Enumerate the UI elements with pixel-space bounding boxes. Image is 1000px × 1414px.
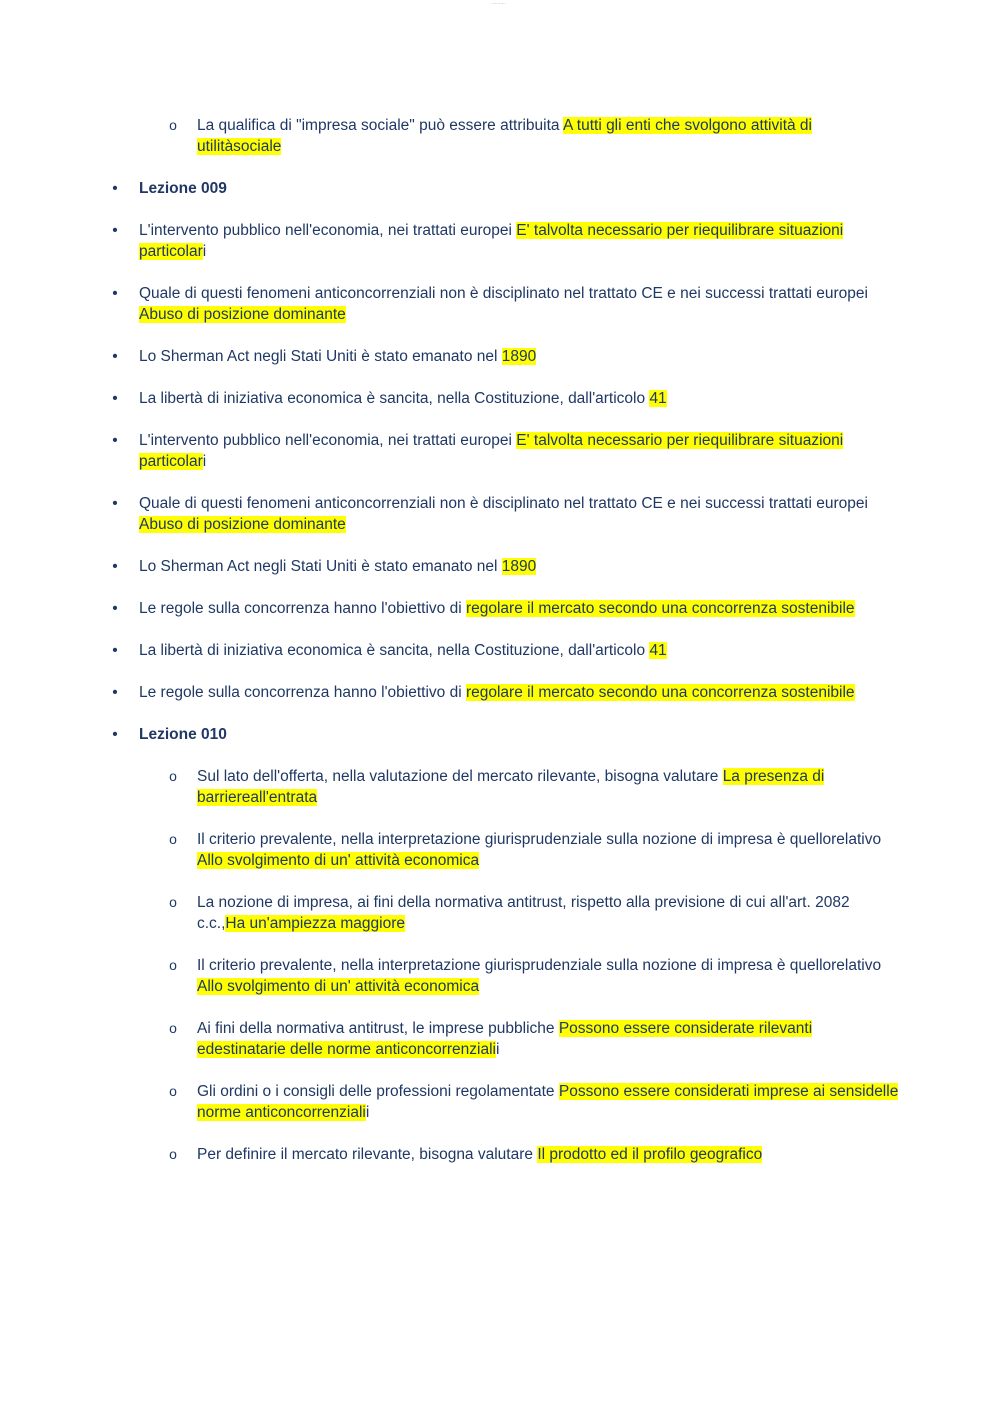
bullet-circle-icon: o (169, 117, 177, 133)
highlighted-answer: 1890 (501, 348, 537, 365)
highlighted-answer: Allo svolgimento di un' attività economica (197, 978, 480, 995)
question-text: Ai fini della normativa antitrust, le imprese pubbliche (197, 1020, 559, 1037)
lesson-heading: Lezione 009 (139, 180, 227, 197)
bullet-dot-icon: • (112, 390, 118, 407)
question-item (0, 115, 1000, 157)
question-item (0, 1081, 1000, 1123)
answer-tail: i (202, 243, 207, 260)
question-item (0, 1144, 1000, 1165)
lesson-heading-item (0, 724, 1000, 745)
highlighted-answer: Possono essere considerate rilevanti edestinatarie delle norme anticoncorrenziali (197, 1020, 813, 1058)
highlighted-answer: E' talvolta necessario per riequilibrare situazioni particolar (139, 432, 844, 470)
question-item (0, 766, 1000, 808)
highlighted-answer: Possono essere considerati imprese ai sensidelle norme anticoncorrenziali (197, 1083, 899, 1121)
question-text: L'intervento pubblico nell'economia, nei trattati europei (139, 432, 517, 449)
highlighted-answer: Abuso di posizione dominante (139, 516, 346, 533)
lesson-heading-item (0, 178, 1000, 199)
question-text: La nozione di impresa, ai fini della normativa antitrust, rispetto alla previsione di cui all'art. 2082 c.c., (197, 894, 850, 932)
bullet-circle-icon: o (169, 768, 177, 784)
question-text: La libertà di iniziativa economica è sancita, nella Costituzione, dall'articolo (139, 642, 650, 659)
question-text: Gli ordini o i consigli delle professioni regolamentate (197, 1083, 559, 1100)
bullet-dot-icon: • (112, 348, 118, 365)
question-text: Quale di questi fenomeni anticoncorrenziali non è disciplinato nel trattato CE e nei successi trattati europei (139, 495, 868, 512)
question-item (0, 493, 1000, 535)
bullet-circle-icon: o (169, 1020, 177, 1036)
bullet-circle-icon: o (169, 957, 177, 973)
highlighted-answer: Il prodotto ed il profilo geografico (537, 1146, 763, 1163)
bullet-dot-icon: • (112, 495, 118, 512)
highlighted-answer: A tutti gli enti che svolgono attività di utilitàsociale (197, 117, 812, 155)
highlighted-answer: 1890 (501, 558, 537, 575)
highlighted-answer: La presenza di barriereall'entrata (197, 768, 825, 806)
question-text: Il criterio prevalente, nella interpretazione giurisprudenziale sulla nozione di impresa è quellorelativo (197, 831, 882, 848)
bullet-dot-icon: • (112, 600, 118, 617)
question-item (0, 892, 1000, 934)
question-text: Le regole sulla concorrenza hanno l'obiettivo di (139, 600, 466, 617)
bullet-dot-icon: • (112, 684, 118, 701)
highlighted-answer: Ha un'ampiezza maggiore (225, 915, 406, 932)
question-text: L'intervento pubblico nell'economia, nei trattati europei (139, 222, 517, 239)
question-item (0, 682, 1000, 703)
bullet-circle-icon: o (169, 1146, 177, 1162)
question-text: La qualifica di "impresa sociale" può essere attribuita (197, 117, 563, 134)
question-item (0, 388, 1000, 409)
bullet-circle-icon: o (169, 894, 177, 910)
highlighted-answer: 41 (649, 642, 667, 659)
question-text: La libertà di iniziativa economica è sancita, nella Costituzione, dall'articolo (139, 390, 650, 407)
question-item (0, 430, 1000, 472)
question-item (0, 220, 1000, 262)
question-text: Per definire il mercato rilevante, bisogna valutare (197, 1146, 538, 1163)
bullet-dot-icon: • (112, 222, 118, 239)
bullet-dot-icon: • (112, 726, 118, 743)
bullet-circle-icon: o (169, 831, 177, 847)
bullet-dot-icon: • (112, 642, 118, 659)
question-item (0, 955, 1000, 997)
highlighted-answer: regolare il mercato secondo una concorrenza sostenibile (465, 600, 855, 617)
highlighted-answer: Allo svolgimento di un' attività economica (197, 852, 480, 869)
question-item (0, 598, 1000, 619)
question-item (0, 829, 1000, 871)
question-list (0, 115, 1000, 1186)
question-text: Sul lato dell'offerta, nella valutazione del mercato rilevante, bisogna valutare (197, 768, 723, 785)
lesson-heading: Lezione 010 (139, 726, 227, 743)
bullet-dot-icon: • (112, 285, 118, 302)
highlighted-answer: Abuso di posizione dominante (139, 306, 346, 323)
question-text: Lo Sherman Act negli Stati Uniti è stato emanato nel (139, 558, 502, 575)
answer-tail: i (202, 453, 207, 470)
highlighted-answer: 41 (649, 390, 667, 407)
bullet-dot-icon: • (112, 432, 118, 449)
question-item (0, 1018, 1000, 1060)
highlighted-answer: regolare il mercato secondo una concorrenza sostenibile (465, 684, 855, 701)
bullet-dot-icon: • (112, 180, 118, 197)
question-text: Il criterio prevalente, nella interpretazione giurisprudenziale sulla nozione di impresa è quellorelativo (197, 957, 882, 974)
question-text: Lo Sherman Act negli Stati Uniti è stato emanato nel (139, 348, 502, 365)
header-mark: .......... (492, 0, 506, 6)
question-text: Le regole sulla concorrenza hanno l'obiettivo di (139, 684, 466, 701)
question-item (0, 640, 1000, 661)
question-item (0, 346, 1000, 367)
question-item (0, 556, 1000, 577)
answer-tail: i (495, 1041, 500, 1058)
question-item (0, 283, 1000, 325)
bullet-circle-icon: o (169, 1083, 177, 1099)
question-text: Quale di questi fenomeni anticoncorrenziali non è disciplinato nel trattato CE e nei successi trattati europei (139, 285, 868, 302)
highlighted-answer: E' talvolta necessario per riequilibrare situazioni particolar (139, 222, 844, 260)
bullet-dot-icon: • (112, 558, 118, 575)
answer-tail: i (365, 1104, 370, 1121)
